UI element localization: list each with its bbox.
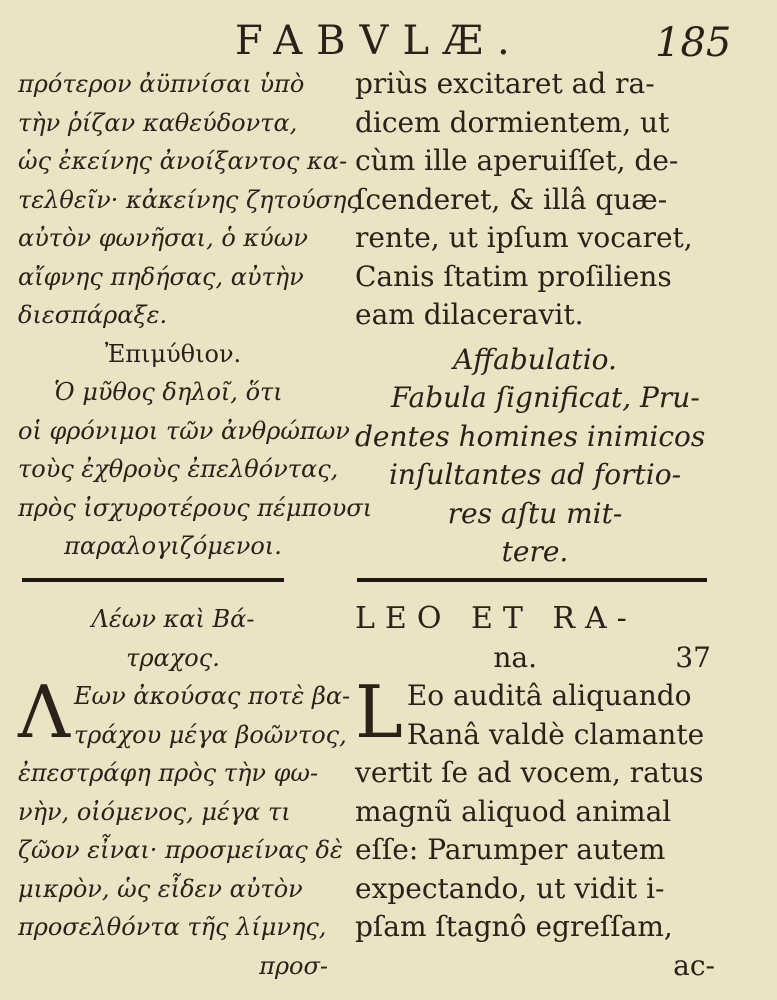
text-line: rente, ut ipſum vocaret,	[355, 221, 693, 254]
fable-number: 37	[675, 640, 711, 674]
text-line: inſultantes ad fortio-	[388, 458, 682, 491]
text-line: Ranâ valdè clamante	[406, 717, 705, 751]
text-line: ὡς ἐκείνης ἀνοίξαντος κα-	[18, 147, 348, 175]
fable-body	[18, 670, 351, 985]
text-line: Ὁ μῦθος δηλοῖ, ὅτι	[54, 378, 283, 406]
text-line: πρότερον ἀϋπνίσαι ὑπὸ	[18, 70, 305, 98]
text-line: προσελθόντα τῆς λίμνης,	[18, 913, 327, 941]
text-line: priùs excitaret ad ra-	[355, 67, 655, 100]
latin-fable-text	[355, 65, 715, 335]
latin-column	[355, 65, 715, 572]
text-line: τελθεῖν· κἀκείνης ζητούσης	[18, 185, 360, 214]
text-line: dicem dormientem, ut	[355, 105, 670, 139]
greek-fable-37	[18, 600, 351, 985]
text-line: μικρὸν, ὡς εἶδεν αὐτὸν	[18, 874, 303, 903]
fable-title: na.	[493, 640, 537, 674]
fable-title: τραχος.	[126, 643, 220, 672]
greek-moral-heading: Ἐπιμύθιον.	[104, 339, 242, 368]
text-line: eam dilaceravit.	[355, 298, 584, 331]
text-line: παραλογιζόμενοι.	[64, 532, 282, 560]
fable-title: LEO ET RA-	[355, 601, 637, 636]
catchword: ac-	[673, 948, 715, 982]
text-line: τράχου μέγα βοῶντος,	[74, 720, 347, 749]
greek-fable-text	[18, 65, 360, 335]
text-line: τοὺς ἐχθροὺς ἐπελθόντας,	[18, 455, 339, 483]
section-divider-right	[357, 578, 707, 582]
text-line: ζῶον εἶναι· προσμείνας δὲ	[18, 836, 343, 864]
text-line: Eo auditâ aliquando	[406, 679, 692, 712]
text-line: Canis ſtatim proſiliens	[355, 259, 672, 293]
text-line: tere.	[501, 535, 569, 568]
text-line: Fabula ſignificat, Pru-	[391, 381, 700, 414]
drop-capital: L	[355, 670, 403, 754]
greek-column	[18, 65, 373, 566]
text-line: ſcenderet, & illâ quæ-	[355, 182, 668, 216]
text-line: Εων ἀκούσας ποτὲ βα-	[74, 682, 351, 710]
text-line: res aſtu mit-	[447, 496, 623, 530]
text-line: πρὸς ἰσχυροτέρους πέμπουσι	[18, 493, 373, 522]
text-line: expectando, ut vidit i-	[355, 871, 665, 905]
greek-moral-text	[18, 373, 373, 566]
catchword: προσ-	[259, 951, 328, 980]
text-line: magnũ aliquod animal	[355, 794, 672, 828]
section-divider-left	[22, 578, 284, 582]
latin-moral-heading: Affabulatio.	[453, 342, 617, 376]
text-line: pſam ſtagnô egreſſam,	[355, 910, 673, 943]
text-line: cùm ille aperuiſſet, de-	[355, 144, 679, 177]
text-line: νὴν, οἰόμενος, μέγα τι	[18, 797, 291, 826]
latin-fable-37	[355, 600, 715, 985]
text-line: τὴν ῥίζαν καθεύδοντα,	[18, 108, 298, 137]
text-line: αἴφνης πηδήσας, αὐτὴν	[18, 262, 304, 291]
text-line: dentes homines inimicos	[355, 419, 706, 453]
text-line: ἐπεστράφη πρὸς τὴν φω-	[18, 759, 319, 787]
text-line: οἱ φρόνιμοι τῶν ἀνθρώπων	[18, 416, 350, 445]
text-line: διεσπάραξε.	[18, 301, 168, 329]
text-line: eſſe: Parumper autem	[355, 833, 666, 866]
fable-body	[355, 670, 715, 985]
page-number: 185	[655, 20, 732, 66]
running-header-title: FABVLÆ.	[235, 18, 524, 64]
fable-title-continued	[355, 639, 715, 678]
text-line: vertit ſe ad vocem, ratus	[355, 756, 704, 789]
fable-title: Λέων καὶ Βά-	[91, 605, 255, 633]
latin-moral-text	[355, 379, 715, 572]
text-line: αὐτὸν φωνῆσαι, ὁ κύων	[18, 224, 308, 252]
drop-capital: Λ	[18, 670, 70, 754]
